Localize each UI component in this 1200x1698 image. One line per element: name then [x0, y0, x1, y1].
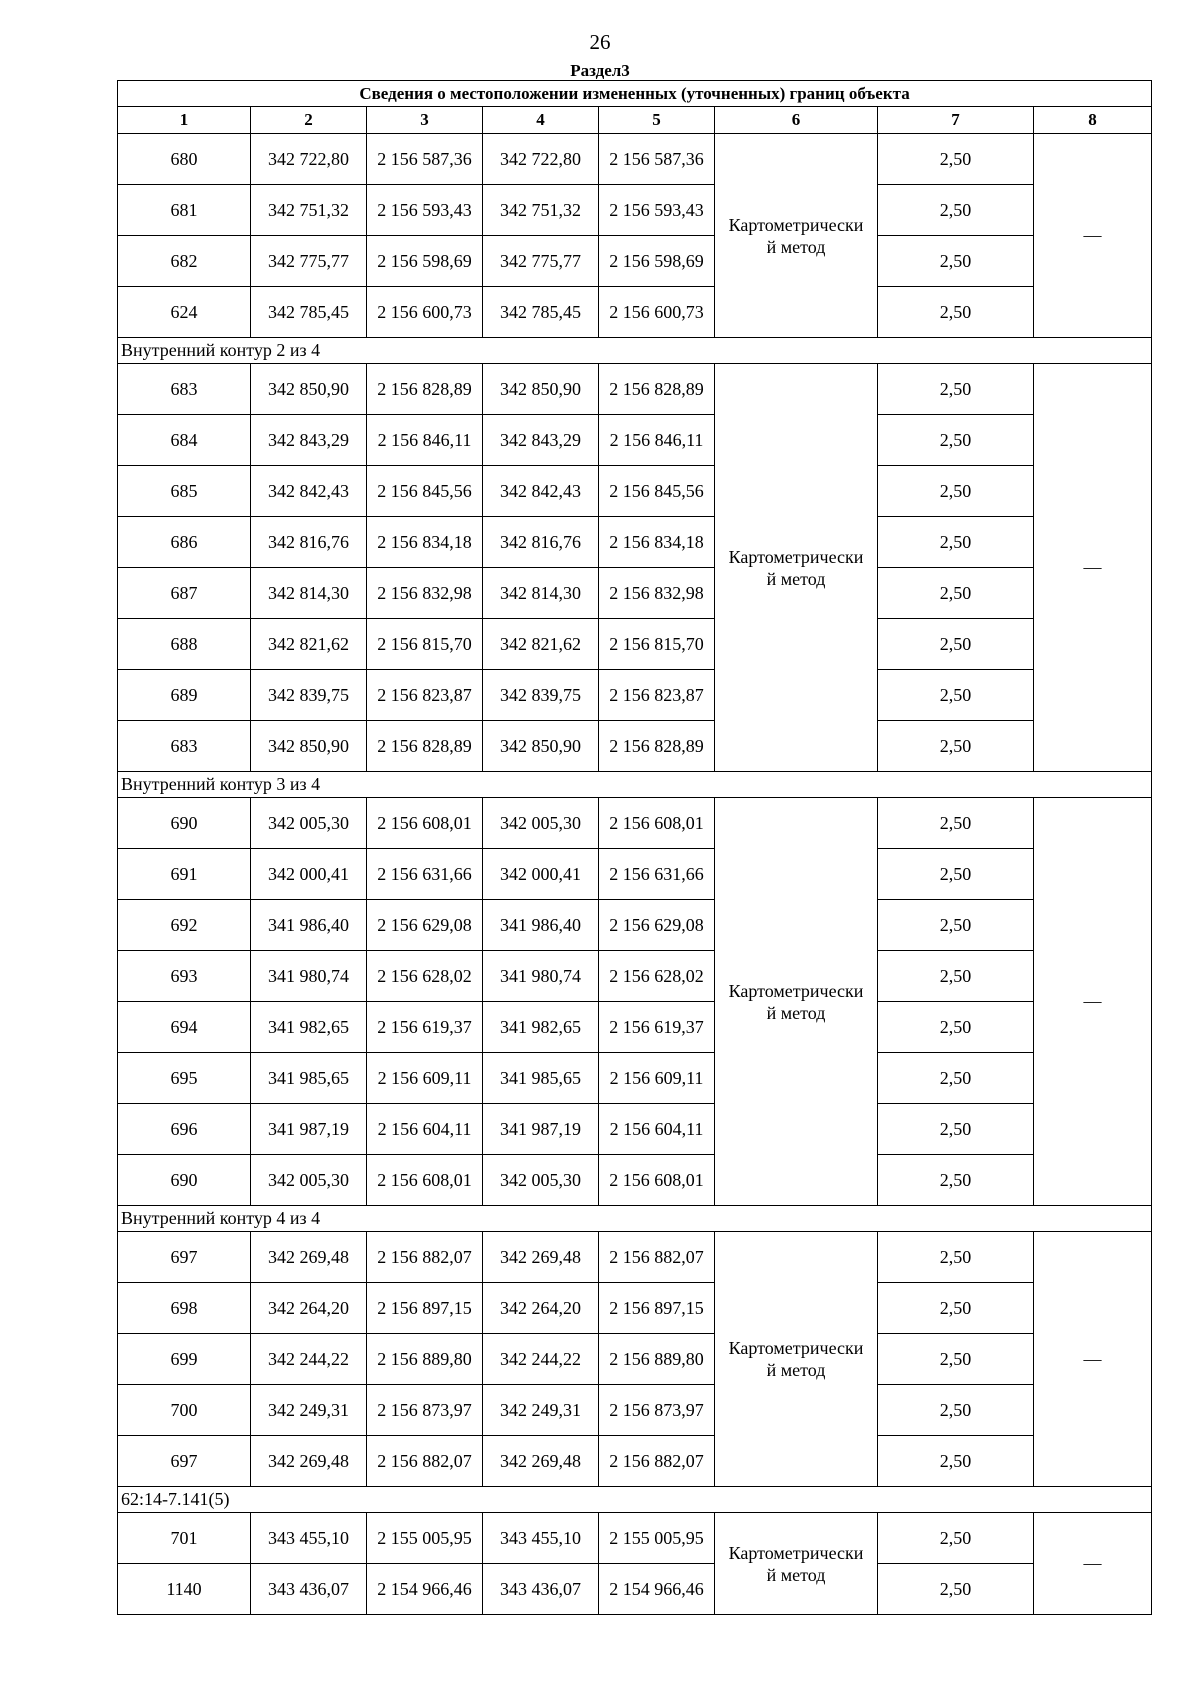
x-coordinate-cell: 342 821,62 [483, 619, 599, 670]
point-number-cell: 689 [118, 670, 251, 721]
accuracy-cell: 2,50 [878, 849, 1034, 900]
x-coordinate-cell: 343 455,10 [251, 1513, 367, 1564]
x-coordinate-cell: 342 839,75 [251, 670, 367, 721]
point-number-cell: 681 [118, 185, 251, 236]
x-coordinate-cell: 342 722,80 [483, 134, 599, 185]
table-row [118, 721, 1152, 772]
x-coordinate-cell: 342 249,31 [251, 1385, 367, 1436]
y-coordinate-cell: 2 154 966,46 [367, 1564, 483, 1615]
x-coordinate-cell: 341 986,40 [483, 900, 599, 951]
y-coordinate-cell: 2 156 587,36 [367, 134, 483, 185]
y-coordinate-cell: 2 156 897,15 [599, 1283, 715, 1334]
y-coordinate-cell: 2 156 604,11 [599, 1104, 715, 1155]
y-coordinate-cell: 2 156 631,66 [599, 849, 715, 900]
y-coordinate-cell: 2 156 587,36 [599, 134, 715, 185]
x-coordinate-cell: 342 269,48 [483, 1436, 599, 1487]
table-caption-row [118, 81, 1152, 107]
accuracy-cell: 2,50 [878, 1513, 1034, 1564]
y-coordinate-cell: 2 156 629,08 [367, 900, 483, 951]
x-coordinate-cell: 342 850,90 [483, 721, 599, 772]
y-coordinate-cell: 2 156 828,89 [367, 721, 483, 772]
accuracy-cell: 2,50 [878, 951, 1034, 1002]
y-coordinate-cell: 2 156 832,98 [367, 568, 483, 619]
table-row [118, 1104, 1152, 1155]
column-header: 4 [483, 107, 599, 134]
table-row [118, 1283, 1152, 1334]
point-number-cell: 694 [118, 1002, 251, 1053]
y-coordinate-cell: 2 154 966,46 [599, 1564, 715, 1615]
point-number-cell: 686 [118, 517, 251, 568]
x-coordinate-cell: 341 985,65 [483, 1053, 599, 1104]
table-row [118, 670, 1152, 721]
y-coordinate-cell: 2 156 828,89 [599, 721, 715, 772]
x-coordinate-cell: 342 842,43 [251, 466, 367, 517]
method-text-line1: Картометрически [728, 1542, 864, 1563]
y-coordinate-cell: 2 156 815,70 [599, 619, 715, 670]
y-coordinate-cell: 2 156 608,01 [599, 798, 715, 849]
x-coordinate-cell: 343 436,07 [251, 1564, 367, 1615]
x-coordinate-cell: 342 814,30 [483, 568, 599, 619]
method-text-line2: й метод [766, 568, 826, 589]
x-coordinate-cell: 342 269,48 [251, 1232, 367, 1283]
section-title: Раздел3 [570, 61, 630, 80]
contour-section-label: 62:14-7.141(5) [118, 1487, 1152, 1513]
y-coordinate-cell: 2 156 619,37 [599, 1002, 715, 1053]
y-coordinate-cell: 2 155 005,95 [599, 1513, 715, 1564]
table-row [118, 900, 1152, 951]
x-coordinate-cell: 343 436,07 [483, 1564, 599, 1615]
accuracy-cell: 2,50 [878, 1385, 1034, 1436]
method-text-line2: й метод [766, 1564, 826, 1585]
point-number-cell: 691 [118, 849, 251, 900]
x-coordinate-cell: 342 005,30 [251, 798, 367, 849]
x-coordinate-cell: 341 982,65 [483, 1002, 599, 1053]
accuracy-cell: 2,50 [878, 1002, 1034, 1053]
x-coordinate-cell: 342 005,30 [483, 1155, 599, 1206]
x-coordinate-cell: 342 843,29 [251, 415, 367, 466]
accuracy-cell: 2,50 [878, 568, 1034, 619]
y-coordinate-cell: 2 156 600,73 [599, 287, 715, 338]
y-coordinate-cell: 2 156 882,07 [599, 1232, 715, 1283]
x-coordinate-cell: 342 005,30 [483, 798, 599, 849]
x-coordinate-cell: 342 850,90 [483, 364, 599, 415]
method-cell [715, 1513, 878, 1615]
x-coordinate-cell: 342 269,48 [483, 1232, 599, 1283]
x-coordinate-cell: 342 264,20 [251, 1283, 367, 1334]
point-number-cell: 690 [118, 1155, 251, 1206]
table-row [118, 1436, 1152, 1487]
y-coordinate-cell: 2 156 846,11 [599, 415, 715, 466]
point-number-cell: 687 [118, 568, 251, 619]
contour-section-row [118, 1206, 1152, 1232]
y-coordinate-cell: 2 156 897,15 [367, 1283, 483, 1334]
y-coordinate-cell: 2 156 882,07 [367, 1232, 483, 1283]
point-number-cell: 700 [118, 1385, 251, 1436]
contour-section-row [118, 1487, 1152, 1513]
y-coordinate-cell: 2 156 845,56 [599, 466, 715, 517]
point-number-cell: 698 [118, 1283, 251, 1334]
accuracy-cell: 2,50 [878, 798, 1034, 849]
accuracy-cell: 2,50 [878, 1436, 1034, 1487]
point-number-cell: 701 [118, 1513, 251, 1564]
x-coordinate-cell: 341 987,19 [483, 1104, 599, 1155]
table-row [118, 415, 1152, 466]
y-coordinate-cell: 2 156 832,98 [599, 568, 715, 619]
x-coordinate-cell: 342 785,45 [251, 287, 367, 338]
dash-cell: — [1034, 798, 1152, 1206]
column-number-row [118, 107, 1152, 134]
point-number-cell: 683 [118, 364, 251, 415]
method-text-line1: Картометрически [728, 1338, 864, 1358]
x-coordinate-cell: 342 842,43 [483, 466, 599, 517]
x-coordinate-cell: 342 000,41 [251, 849, 367, 900]
accuracy-cell: 2,50 [878, 1334, 1034, 1385]
table-row [118, 134, 1152, 185]
dash-cell: — [1034, 134, 1152, 338]
accuracy-cell: 2,50 [878, 185, 1034, 236]
y-coordinate-cell: 2 156 608,01 [599, 1155, 715, 1206]
contour-section-label: Внутренний контур 4 из 4 [118, 1206, 1152, 1232]
column-header: 6 [715, 107, 878, 134]
accuracy-cell: 2,50 [878, 1232, 1034, 1283]
x-coordinate-cell: 341 982,65 [251, 1002, 367, 1053]
point-number-cell: 695 [118, 1053, 251, 1104]
table-row [118, 1232, 1152, 1283]
x-coordinate-cell: 342 785,45 [483, 287, 599, 338]
table-row [118, 1053, 1152, 1104]
table-row [118, 951, 1152, 1002]
y-coordinate-cell: 2 156 608,01 [367, 798, 483, 849]
point-number-cell: 697 [118, 1232, 251, 1283]
table-row [118, 466, 1152, 517]
table-row [118, 236, 1152, 287]
x-coordinate-cell: 342 000,41 [483, 849, 599, 900]
accuracy-cell: 2,50 [878, 134, 1034, 185]
contour-section-label: Внутренний контур 3 из 4 [118, 772, 1152, 798]
y-coordinate-cell: 2 156 873,97 [367, 1385, 483, 1436]
accuracy-cell: 2,50 [878, 1155, 1034, 1206]
x-coordinate-cell: 342 751,32 [251, 185, 367, 236]
x-coordinate-cell: 342 839,75 [483, 670, 599, 721]
page-number: 26 [589, 30, 611, 54]
method-cell [715, 1232, 878, 1487]
y-coordinate-cell: 2 156 609,11 [599, 1053, 715, 1104]
point-number-cell: 699 [118, 1334, 251, 1385]
table-row [118, 517, 1152, 568]
y-coordinate-cell: 2 156 882,07 [367, 1436, 483, 1487]
x-coordinate-cell: 342 264,20 [483, 1283, 599, 1334]
x-coordinate-cell: 342 843,29 [483, 415, 599, 466]
accuracy-cell: 2,50 [878, 287, 1034, 338]
y-coordinate-cell: 2 156 593,43 [367, 185, 483, 236]
method-text-line1: Картометрически [728, 546, 864, 567]
point-number-cell: 684 [118, 415, 251, 466]
y-coordinate-cell: 2 156 889,80 [599, 1334, 715, 1385]
x-coordinate-cell: 343 455,10 [483, 1513, 599, 1564]
y-coordinate-cell: 2 156 629,08 [599, 900, 715, 951]
accuracy-cell: 2,50 [878, 1283, 1034, 1334]
point-number-cell: 688 [118, 619, 251, 670]
contour-section-row [118, 772, 1152, 798]
y-coordinate-cell: 2 156 828,89 [599, 364, 715, 415]
y-coordinate-cell: 2 156 823,87 [367, 670, 483, 721]
column-header: 3 [367, 107, 483, 134]
accuracy-cell: 2,50 [878, 415, 1034, 466]
y-coordinate-cell: 2 155 005,95 [367, 1513, 483, 1564]
x-coordinate-cell: 342 814,30 [251, 568, 367, 619]
table-row [118, 1155, 1152, 1206]
y-coordinate-cell: 2 156 600,73 [367, 287, 483, 338]
point-number-cell: 693 [118, 951, 251, 1002]
dash-cell: — [1034, 1513, 1152, 1615]
y-coordinate-cell: 2 156 598,69 [367, 236, 483, 287]
column-header: 7 [878, 107, 1034, 134]
table-caption: Сведения о местоположении измененных (уточненных) границ объекта [118, 81, 1152, 107]
accuracy-cell: 2,50 [878, 900, 1034, 951]
table-row [118, 619, 1152, 670]
accuracy-cell: 2,50 [878, 236, 1034, 287]
x-coordinate-cell: 341 986,40 [251, 900, 367, 951]
table-row [118, 1002, 1152, 1053]
y-coordinate-cell: 2 156 889,80 [367, 1334, 483, 1385]
y-coordinate-cell: 2 156 604,11 [367, 1104, 483, 1155]
coordinates-table [117, 80, 1152, 1615]
x-coordinate-cell: 342 850,90 [251, 364, 367, 415]
x-coordinate-cell: 342 722,80 [251, 134, 367, 185]
accuracy-cell: 2,50 [878, 364, 1034, 415]
method-cell [715, 134, 878, 338]
y-coordinate-cell: 2 156 619,37 [367, 1002, 483, 1053]
method-text-line1: Картометрически [728, 214, 864, 235]
accuracy-cell: 2,50 [878, 721, 1034, 772]
column-header: 1 [118, 107, 251, 134]
point-number-cell: 697 [118, 1436, 251, 1487]
point-number-cell: 690 [118, 798, 251, 849]
y-coordinate-cell: 2 156 845,56 [367, 466, 483, 517]
point-number-cell: 696 [118, 1104, 251, 1155]
x-coordinate-cell: 341 985,65 [251, 1053, 367, 1104]
table-row [118, 1513, 1152, 1564]
x-coordinate-cell: 342 775,77 [483, 236, 599, 287]
y-coordinate-cell: 2 156 846,11 [367, 415, 483, 466]
point-number-cell: 685 [118, 466, 251, 517]
method-cell [715, 798, 878, 1206]
accuracy-cell: 2,50 [878, 466, 1034, 517]
x-coordinate-cell: 342 244,22 [483, 1334, 599, 1385]
point-number-cell: 683 [118, 721, 251, 772]
y-coordinate-cell: 2 156 823,87 [599, 670, 715, 721]
y-coordinate-cell: 2 156 593,43 [599, 185, 715, 236]
table-row [118, 1564, 1152, 1615]
y-coordinate-cell: 2 156 815,70 [367, 619, 483, 670]
y-coordinate-cell: 2 156 598,69 [599, 236, 715, 287]
table-row [118, 568, 1152, 619]
accuracy-cell: 2,50 [878, 1564, 1034, 1615]
y-coordinate-cell: 2 156 631,66 [367, 849, 483, 900]
x-coordinate-cell: 342 775,77 [251, 236, 367, 287]
table-row [118, 798, 1152, 849]
x-coordinate-cell: 342 249,31 [483, 1385, 599, 1436]
x-coordinate-cell: 341 980,74 [483, 951, 599, 1002]
method-cell [715, 364, 878, 772]
dash-cell: — [1034, 1232, 1152, 1487]
x-coordinate-cell: 342 850,90 [251, 721, 367, 772]
method-text-line1: Картометрически [728, 980, 864, 1001]
table-row [118, 364, 1152, 415]
method-text-line2: й метод [766, 236, 826, 257]
contour-section-label: Внутренний контур 2 из 4 [118, 338, 1152, 364]
column-header: 2 [251, 107, 367, 134]
table-row [118, 1334, 1152, 1385]
y-coordinate-cell: 2 156 873,97 [599, 1385, 715, 1436]
x-coordinate-cell: 341 980,74 [251, 951, 367, 1002]
table-row [118, 287, 1152, 338]
dash-cell: — [1034, 364, 1152, 772]
column-header: 8 [1034, 107, 1152, 134]
table-row [118, 185, 1152, 236]
y-coordinate-cell: 2 156 834,18 [367, 517, 483, 568]
x-coordinate-cell: 342 821,62 [251, 619, 367, 670]
y-coordinate-cell: 2 156 609,11 [367, 1053, 483, 1104]
table-row [118, 1385, 1152, 1436]
accuracy-cell: 2,50 [878, 619, 1034, 670]
x-coordinate-cell: 342 751,32 [483, 185, 599, 236]
y-coordinate-cell: 2 156 608,01 [367, 1155, 483, 1206]
contour-section-row [118, 338, 1152, 364]
point-number-cell: 682 [118, 236, 251, 287]
accuracy-cell: 2,50 [878, 517, 1034, 568]
y-coordinate-cell: 2 156 828,89 [367, 364, 483, 415]
point-number-cell: 692 [118, 900, 251, 951]
method-text-line2: й метод [766, 1360, 826, 1380]
accuracy-cell: 2,50 [878, 1053, 1034, 1104]
method-text-line2: й метод [766, 1002, 826, 1023]
x-coordinate-cell: 342 816,76 [483, 517, 599, 568]
point-number-cell: 624 [118, 287, 251, 338]
table-row [118, 849, 1152, 900]
x-coordinate-cell: 342 005,30 [251, 1155, 367, 1206]
y-coordinate-cell: 2 156 628,02 [599, 951, 715, 1002]
column-header: 5 [599, 107, 715, 134]
point-number-cell: 680 [118, 134, 251, 185]
y-coordinate-cell: 2 156 628,02 [367, 951, 483, 1002]
accuracy-cell: 2,50 [878, 1104, 1034, 1155]
accuracy-cell: 2,50 [878, 670, 1034, 721]
point-number-cell: 1140 [118, 1564, 251, 1615]
x-coordinate-cell: 341 987,19 [251, 1104, 367, 1155]
x-coordinate-cell: 342 269,48 [251, 1436, 367, 1487]
x-coordinate-cell: 342 816,76 [251, 517, 367, 568]
x-coordinate-cell: 342 244,22 [251, 1334, 367, 1385]
y-coordinate-cell: 2 156 834,18 [599, 517, 715, 568]
y-coordinate-cell: 2 156 882,07 [599, 1436, 715, 1487]
